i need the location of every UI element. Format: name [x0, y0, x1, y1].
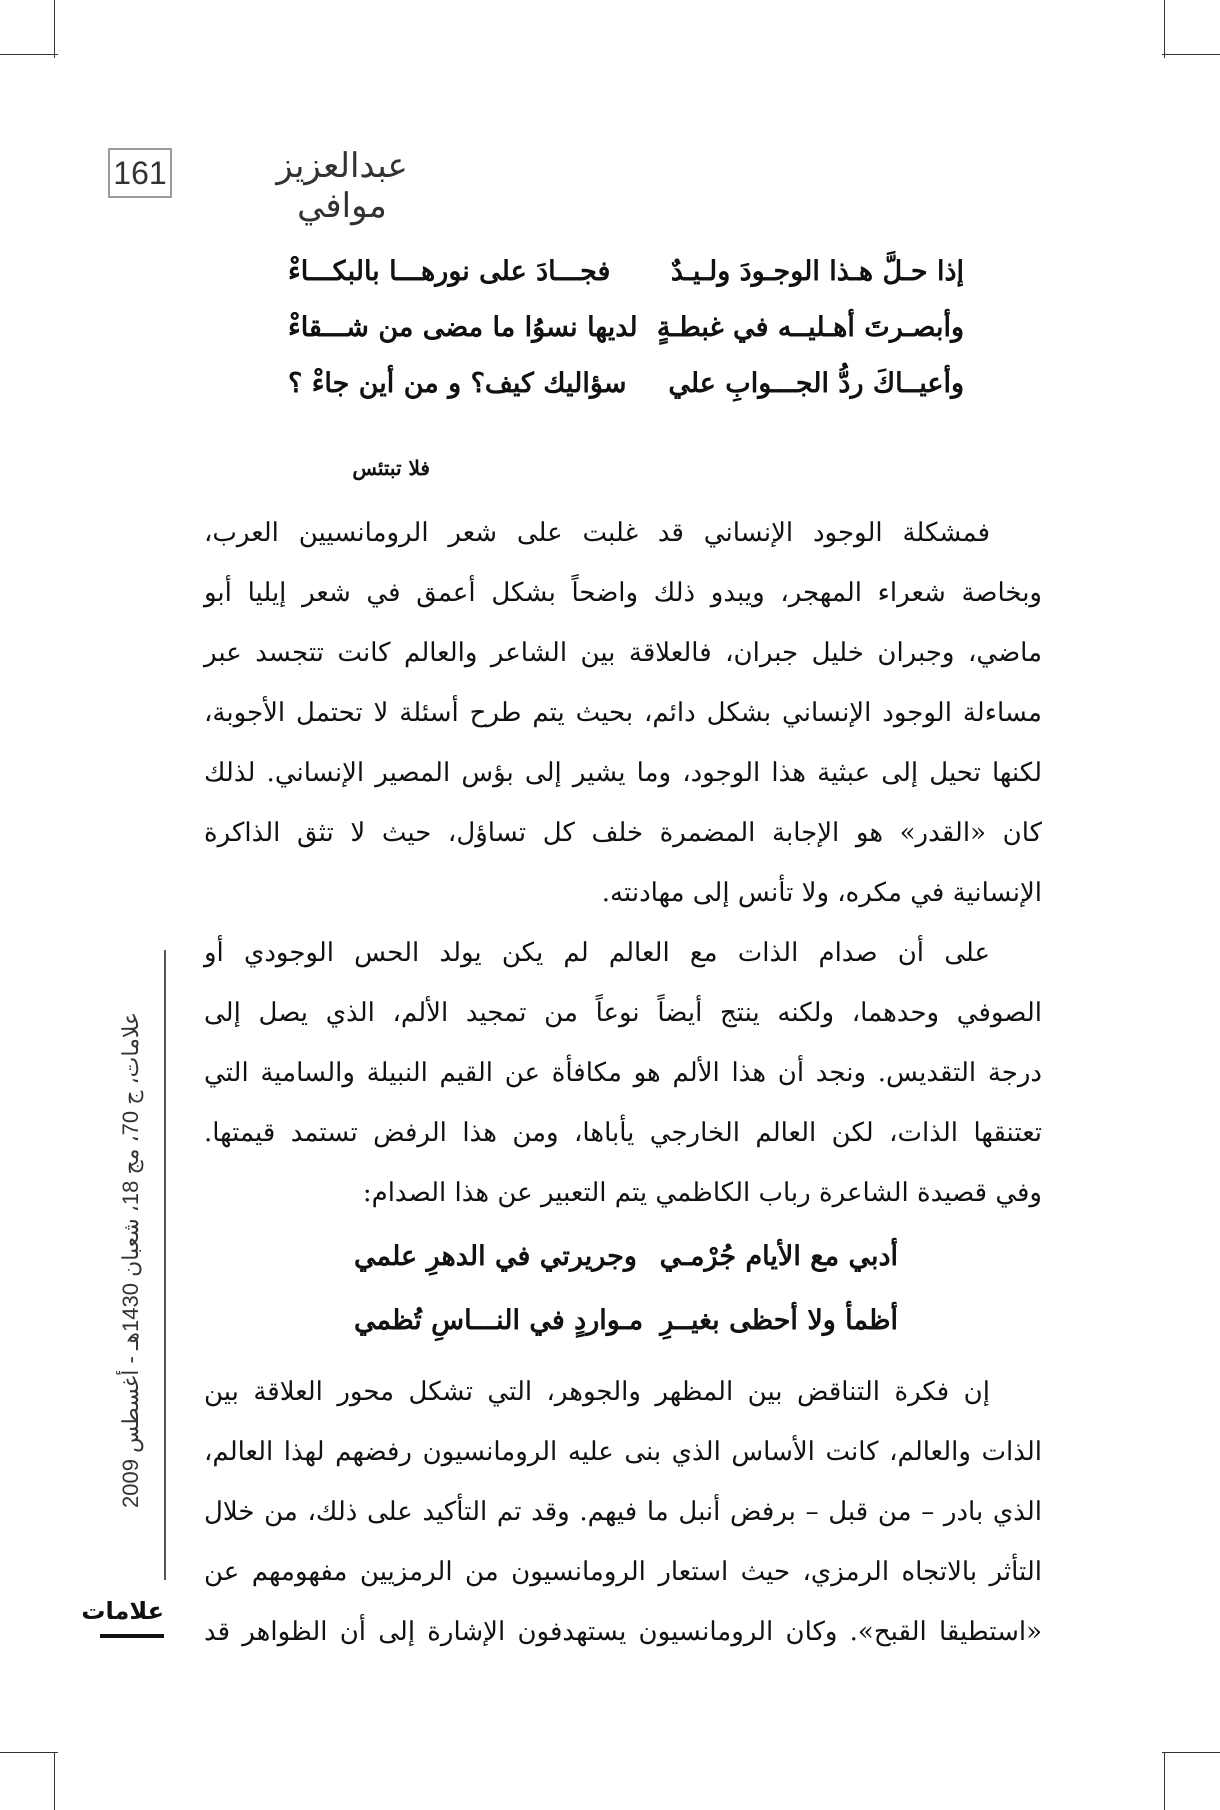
crop-mark	[1164, 1752, 1165, 1810]
text-line: الإنسانية في مكره، ولا تأنس إلى مهادنته.	[601, 878, 1042, 908]
text-line: كان «القدر» هو الإجابة المضمرة خلف كل تساؤل، حيث لا تثق الذاكرة	[204, 818, 1042, 848]
crop-mark	[0, 1752, 58, 1753]
verse-line	[354, 1288, 898, 1352]
crop-mark	[1162, 1752, 1220, 1753]
verse-line	[288, 243, 964, 299]
text-line: تعتنقها الذات، لكن العالم الخارجي يأباها، ومن هذا الرفض تستمد قيمتها.	[204, 1118, 1042, 1148]
body-paragraph-3	[204, 1362, 1042, 1662]
verse-left-hemistich: سؤاليك كيف؟ و من أين جاءْ ؟	[288, 367, 627, 399]
poem-excerpt-2	[354, 1224, 898, 1352]
verse-right-hemistich: إذا حـلَّ هـذا الوجـودَ ولـيـدٌ	[670, 255, 964, 287]
verse-line	[288, 355, 964, 411]
text-line: الصوفي وحدهما، ولكنه ينتج أيضاً نوعاً من تمجيد الألم، الذي يصل إلى	[204, 998, 1042, 1028]
text-line: الذات والعالم، كانت الأساس الذي بنى عليه الرومانسيون رفضهم لهذا العالم،	[204, 1437, 1042, 1467]
crop-mark	[54, 0, 55, 58]
body-paragraph-2	[204, 923, 1042, 1223]
verse-right-hemistich: أظمأ ولا أحظى بغيــرِ	[660, 1304, 898, 1336]
crop-mark	[0, 54, 58, 55]
text-line: وفي قصيدة الشاعرة رباب الكاظمي يتم التعبير عن هذا الصدام:	[362, 1178, 1042, 1208]
verse-right-hemistich: وأبصـرتَ أهـليــه في غبطـةٍ	[656, 311, 964, 343]
text-line: على أن صدام الذات مع العالم لم يكن يولد الحس الوجودي أو	[204, 938, 990, 968]
text-line: مساءلة الوجود الإنساني بشكل دائم، بحيث يتم طرح أسئلة لا تحتمل الأجوبة،	[204, 698, 1042, 728]
journal-logo: علامات	[100, 1594, 164, 1638]
verse-right-hemistich: وأعيــاكَ ردُّ الجـــوابِ علي	[668, 367, 964, 399]
text-line: ماضي، وجبران خليل جبران، فالعلاقة بين الشاعر والعالم كانت تتجسد عبر	[204, 638, 1042, 668]
text-line: إن فكرة التناقض بين المظهر والجوهر، التي تشكل محور العلاقة بين	[204, 1377, 990, 1407]
text-line: الذي بادر – من قبل – برفض أنبل ما فيهم. وقد تم التأكيد على ذلك، من خلال	[204, 1497, 1042, 1527]
text-line: فمشكلة الوجود الإنساني قد غلبت على شعر الرومانسيين العرب،	[204, 518, 990, 548]
verse-right-hemistich: أدبي مع الأيام جُرْمـي	[659, 1240, 898, 1272]
text-line: وبخاصة شعراء المهجر، ويبدو ذلك واضحاً بشكل أعمق في شعر إيليا أبو	[204, 578, 1042, 608]
journal-citation: علامات، ج 70، مج 18، شعبان 1430هـ - أغسطس 2009	[118, 1011, 143, 1509]
text-line: التأثر بالاتجاه الرمزي، حيث استعار الرومانسيون من الرمزيين مفهومهم عن	[204, 1557, 1042, 1587]
sidebar-rule	[164, 950, 166, 1580]
text-line: لكنها تحيل إلى عبثية هذا الوجود، وما يشير إلى بؤس المصير الإنساني. لذلك	[204, 758, 1042, 788]
verse-line	[288, 299, 964, 355]
journal-sidebar	[108, 950, 170, 1590]
poem-excerpt-1	[288, 243, 964, 411]
verse-left-hemistich: فجـــادَ على نورهـــا بالبكـــاءْ	[288, 255, 611, 287]
running-header-author: عبدالعزيز موافي	[276, 146, 408, 226]
text-line: «استطيقا القبح». وكان الرومانسيون يستهدفون الإشارة إلى أن الظواهر قد	[204, 1617, 1042, 1647]
text-line: درجة التقديس. ونجد أن هذا الألم هو مكافأة عن القيم النبيلة والسامية التي	[204, 1058, 1042, 1088]
verse-line	[354, 1224, 898, 1288]
verse-left-hemistich: وجريرتي في الدهرِ علمي	[354, 1240, 637, 1272]
body-paragraph-1	[204, 503, 1042, 923]
crop-mark	[1162, 54, 1220, 55]
page-number: 161	[108, 148, 172, 198]
verse-left-hemistich: لديها نسوُا ما مضى من شـــقاءْ	[288, 311, 638, 343]
verse-left-hemistich: مـواردٍ في النـــاسِ تُظمي	[354, 1304, 644, 1336]
verse-continuation: فلا تبتئس	[352, 456, 430, 480]
crop-mark	[54, 1752, 55, 1810]
crop-mark	[1164, 0, 1165, 58]
